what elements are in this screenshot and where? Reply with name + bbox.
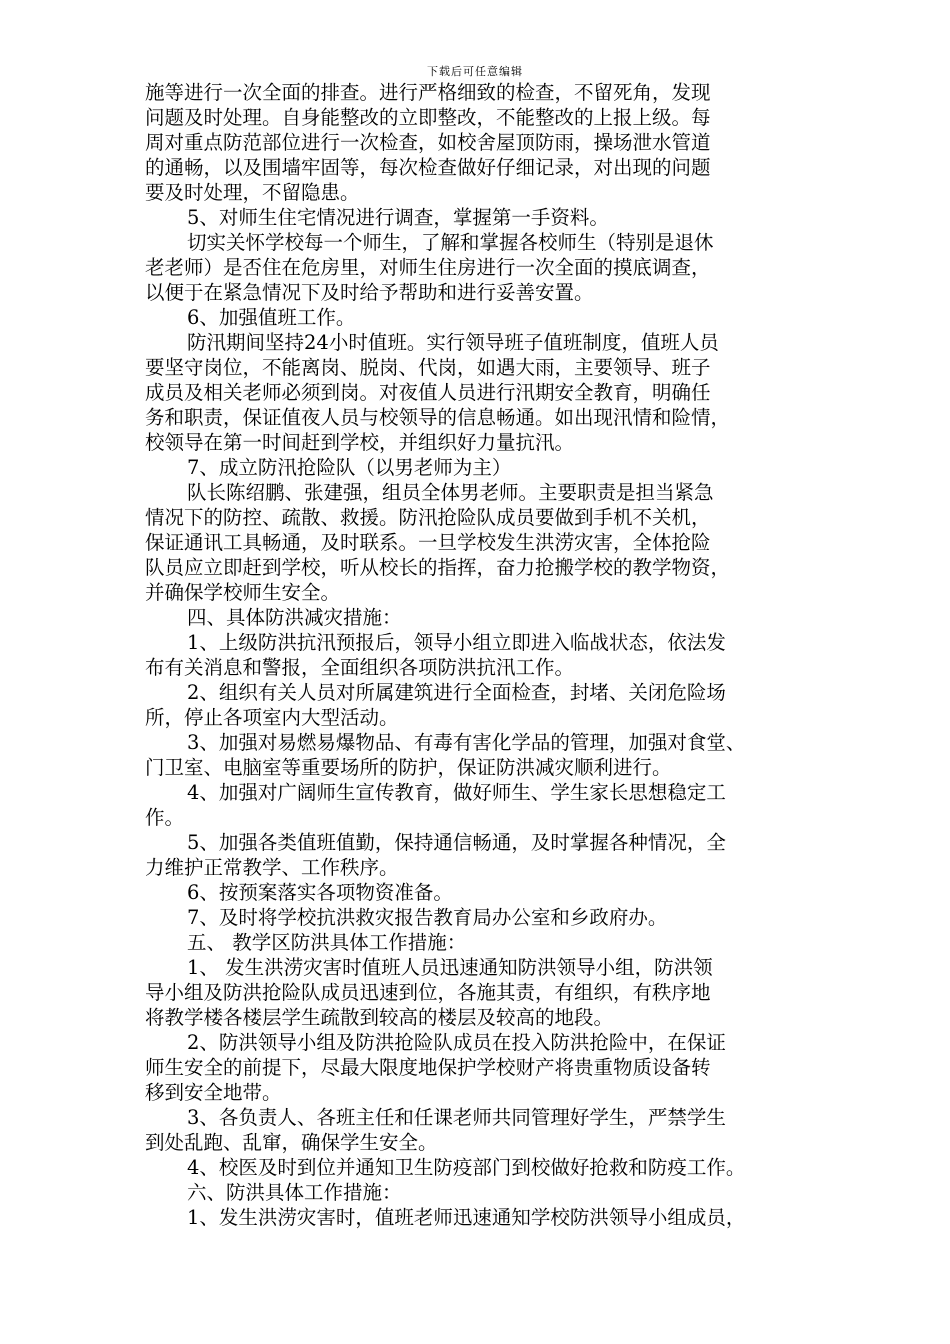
document-body [145, 80, 835, 1230]
text-line: 作。 [145, 806, 185, 829]
text-line: 2、防洪领导小组及防洪抢险队成员在投入防洪抢险中，在保证 [187, 1031, 726, 1054]
text-line: 到处乱跑、乱窜，确保学生安全。 [145, 1131, 438, 1154]
text-line: 6、按预案落实各项物资准备。 [187, 881, 453, 904]
text-line: 要坚守岗位，不能离岗、脱岗、代岗，如遇大雨，主要领导、班子 [145, 356, 711, 379]
text-line: 六、防洪具体工作措施： [187, 1181, 402, 1204]
text-line: 4、加强对广阔师生宣传教育，做好师生、学生家长思想稳定工 [187, 781, 726, 804]
text-line: 5、加强各类值班值勤，保持通信畅通，及时掌握各种情况，全 [187, 831, 726, 854]
text-line: 并确保学校师生安全。 [145, 581, 341, 604]
text-line: 队长陈绍鹏、张建强，组员全体男老师。主要职责是担当紧急 [187, 481, 714, 504]
text-line: 3、加强对易燃易爆物品、有毒有害化学品的管理，加强对食堂、 [187, 731, 746, 754]
text-line: 7、成立防汛抢险队（以男老师为主） [187, 456, 512, 479]
text-line: 保证通讯工具畅通，及时联系。一旦学校发生洪涝灾害，全体抢险 [145, 531, 711, 554]
text-line: 队员应立即赶到学校，听从校长的指挥，奋力抢搬学校的教学物资， [145, 556, 731, 579]
text-line: 力维护正常教学、工作秩序。 [145, 856, 399, 879]
text-line: 5、对师生住宅情况进行调查，掌握第一手资料。 [187, 206, 609, 229]
text-line: 门卫室、电脑室等重要场所的防护，保证防洪减灾顺利进行。 [145, 756, 672, 779]
header-note: 下载后可任意编辑 [427, 65, 523, 78]
text-line: 移到安全地带。 [145, 1081, 282, 1104]
text-line: 情况下的防控、疏散、救援。防汛抢险队成员要做到手机不关机， [145, 506, 711, 529]
text-line: 师生安全的前提下，尽最大限度地保护学校财产将贵重物质设备转 [145, 1056, 711, 1079]
text-line: 校领导在第一时间赶到学校，并组织好力量抗汛。 [145, 431, 575, 454]
text-line: 6、加强值班工作。 [187, 306, 356, 329]
text-line: 四、具体防洪减灾措施： [187, 606, 402, 629]
text-line: 将教学楼各楼层学生疏散到较高的楼层及较高的地段。 [145, 1006, 614, 1029]
text-line: 五、 教学区防洪具体工作措施： [187, 931, 467, 954]
text-line: 1、 发生洪涝灾害时值班人员迅速通知防洪领导小组，防洪领 [187, 956, 713, 979]
text-line: 以便于在紧急情况下及时给予帮助和进行妥善安置。 [145, 281, 594, 304]
text-line: 老老师）是否住在危房里，对师生住房进行一次全面的摸底调查， [145, 256, 711, 279]
text-line: 务和职责，保证值夜人员与校领导的信息畅通。如出现汛情和险情， [145, 406, 731, 429]
text-line: 3、各负责人、各班主任和任课老师共同管理好学生，严禁学生 [187, 1106, 726, 1129]
text-line: 7、及时将学校抗洪救灾报告教育局办公室和乡政府办。 [187, 906, 668, 929]
text-line: 成员及相关老师必须到岗。对夜值人员进行汛期安全教育，明确任 [145, 381, 711, 404]
text-line: 4、校医及时到位并通知卫生防疫部门到校做好抢救和防疫工作。 [187, 1156, 746, 1179]
text-line: 布有关消息和警报，全面组织各项防洪抗汛工作。 [145, 656, 575, 679]
text-line: 所，停止各项室内大型活动。 [145, 706, 399, 729]
text-line: 的通畅，以及围墙牢固等，每次检查做好仔细记录，对出现的问题 [145, 156, 711, 179]
text-line: 1、上级防洪抗汛预报后，领导小组立即进入临战状态，依法发 [187, 631, 726, 654]
text-line: 问题及时处理。自身能整改的立即整改，不能整改的上报上级。每 [145, 106, 711, 129]
text-line: 1、发生洪涝灾害时，值班老师迅速通知学校防洪领导小组成员， [187, 1206, 746, 1229]
text-line: 要及时处理，不留隐患。 [145, 181, 360, 204]
text-line: 导小组及防洪抢险队成员迅速到位，各施其责，有组织，有秩序地 [145, 981, 711, 1004]
text-line: 2、组织有关人员对所属建筑进行全面检查，封堵、关闭危险场 [187, 681, 726, 704]
text-line: 防汛期间坚持24小时值班。实行领导班子值班制度，值班人员 [187, 331, 719, 354]
text-line: 施等进行一次全面的排查。进行严格细致的检查，不留死角，发现 [145, 81, 711, 104]
text-line: 周对重点防范部位进行一次检查，如校舍屋顶防雨，操场泄水管道 [145, 131, 711, 154]
text-line: 切实关怀学校每一个师生，了解和掌握各校师生（特别是退休 [187, 231, 714, 254]
